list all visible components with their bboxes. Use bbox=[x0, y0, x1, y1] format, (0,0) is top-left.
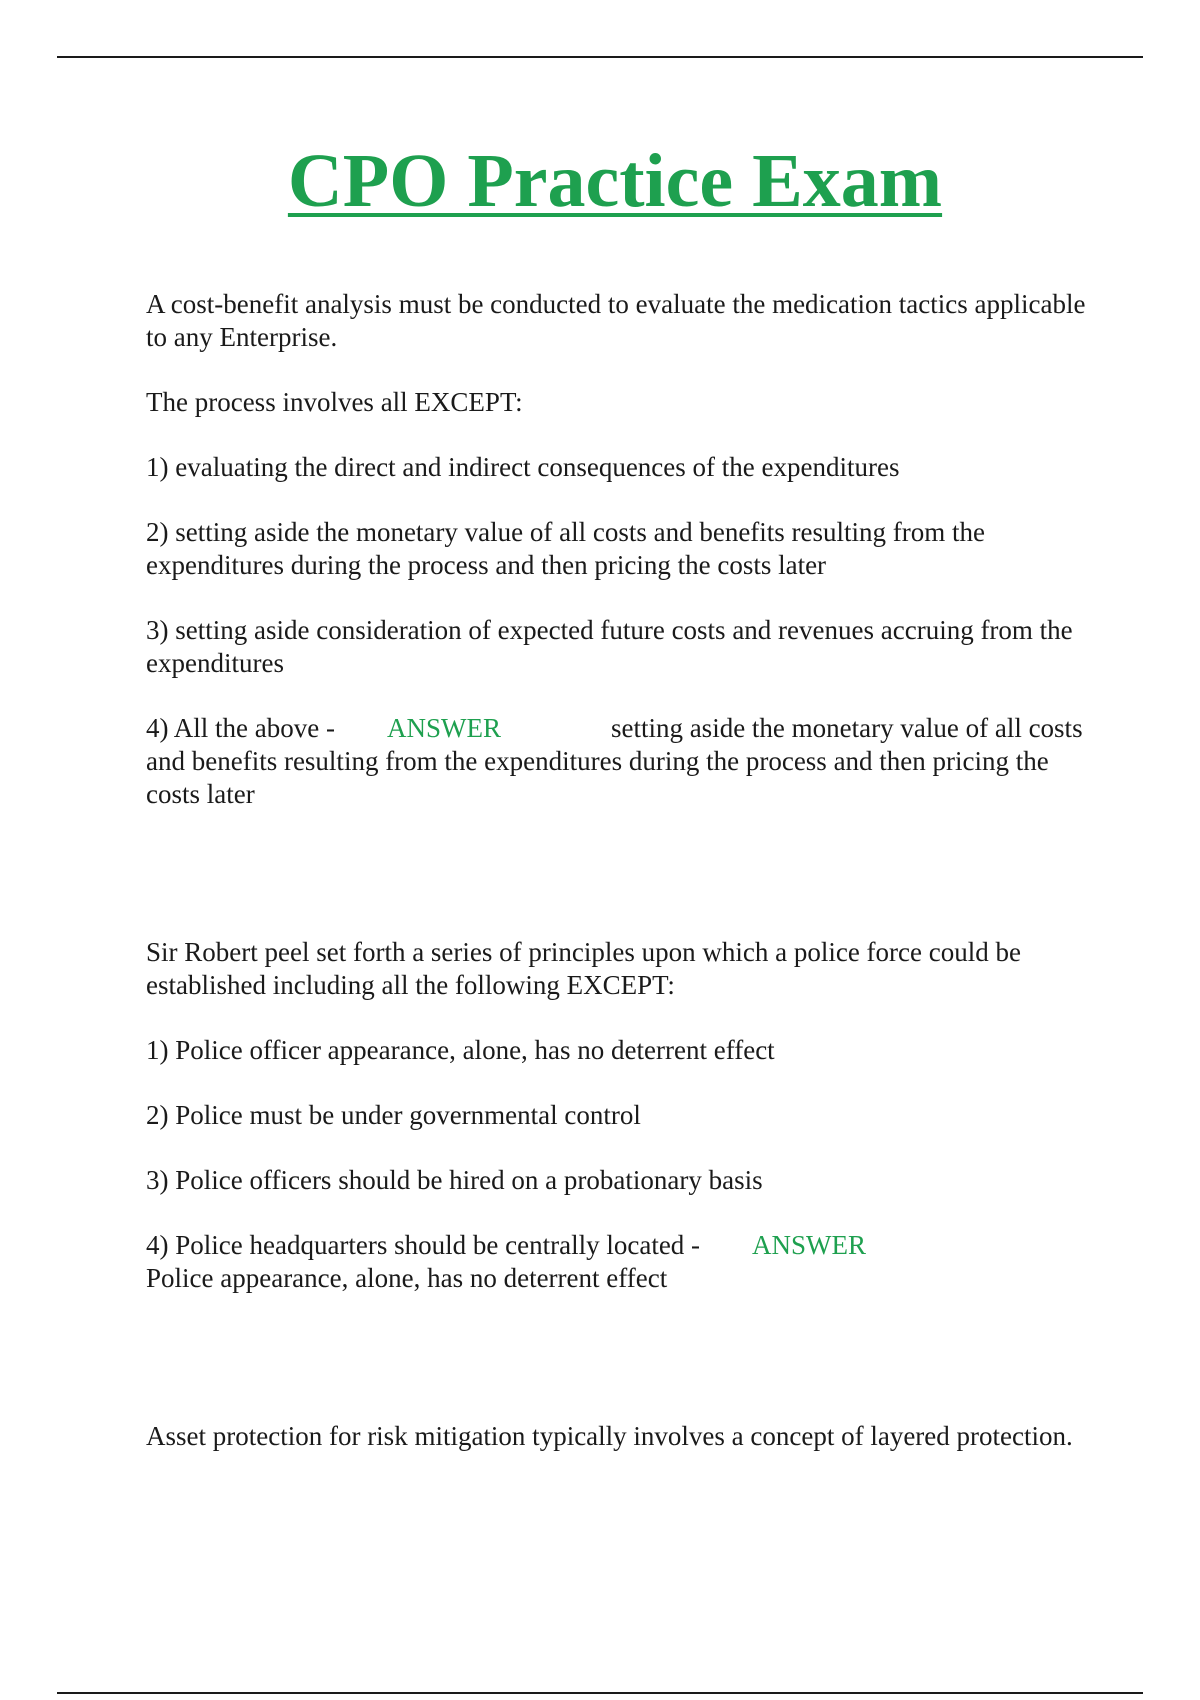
top-rule bbox=[57, 56, 1143, 58]
question-2-option-3: 3) Police officers should be hired on a probationary basis bbox=[146, 1165, 763, 1195]
question-2-answer-text: Police appearance, alone, has no deterrent effect bbox=[146, 1263, 668, 1293]
question-2-option-4-text: 4) Police headquarters should be centrally located - bbox=[146, 1230, 701, 1260]
question-1-option-3: 3) setting aside consideration of expected future costs and revenues accruing from the expenditures bbox=[146, 615, 1073, 678]
question-1-answer-label: ANSWER bbox=[386, 713, 501, 743]
question-2-option-4 bbox=[146, 1229, 1086, 1295]
question-3-stem: Asset protection for risk mitigation typically involves a concept of layered protection. bbox=[146, 1421, 1073, 1451]
question-1-option-2: 2) setting aside the monetary value of all costs and benefits resulting from the expenditures during the process and then pricing the costs later bbox=[146, 517, 986, 580]
question-1-option-4 bbox=[146, 712, 1086, 811]
question-1-option-4-text: 4) All the above - bbox=[146, 713, 335, 743]
document-body bbox=[146, 288, 1086, 1453]
bottom-rule bbox=[57, 1692, 1143, 1694]
page-title: CPO Practice Exam bbox=[287, 139, 943, 223]
question-1-stem: A cost-benefit analysis must be conducted to evaluate the medication tactics applicable to any Enterprise. bbox=[146, 289, 1086, 352]
question-2-option-2: 2) Police must be under governmental control bbox=[146, 1100, 641, 1130]
question-1-option-1: 1) evaluating the direct and indirect consequences of the expenditures bbox=[146, 452, 900, 482]
question-1-answer-text: setting aside the monetary value of all costs and benefits resulting from the expenditures during the process and then pricing the costs later bbox=[146, 713, 1083, 809]
question-2-stem: Sir Robert peel set forth a series of principles upon which a police force could be established including all the following EXCEPT: bbox=[146, 937, 1021, 1000]
question-1-prompt: The process involves all EXCEPT: bbox=[146, 387, 523, 417]
question-2-answer-label: ANSWER bbox=[752, 1230, 867, 1260]
question-2-option-1: 1) Police officer appearance, alone, has no deterrent effect bbox=[146, 1035, 775, 1065]
